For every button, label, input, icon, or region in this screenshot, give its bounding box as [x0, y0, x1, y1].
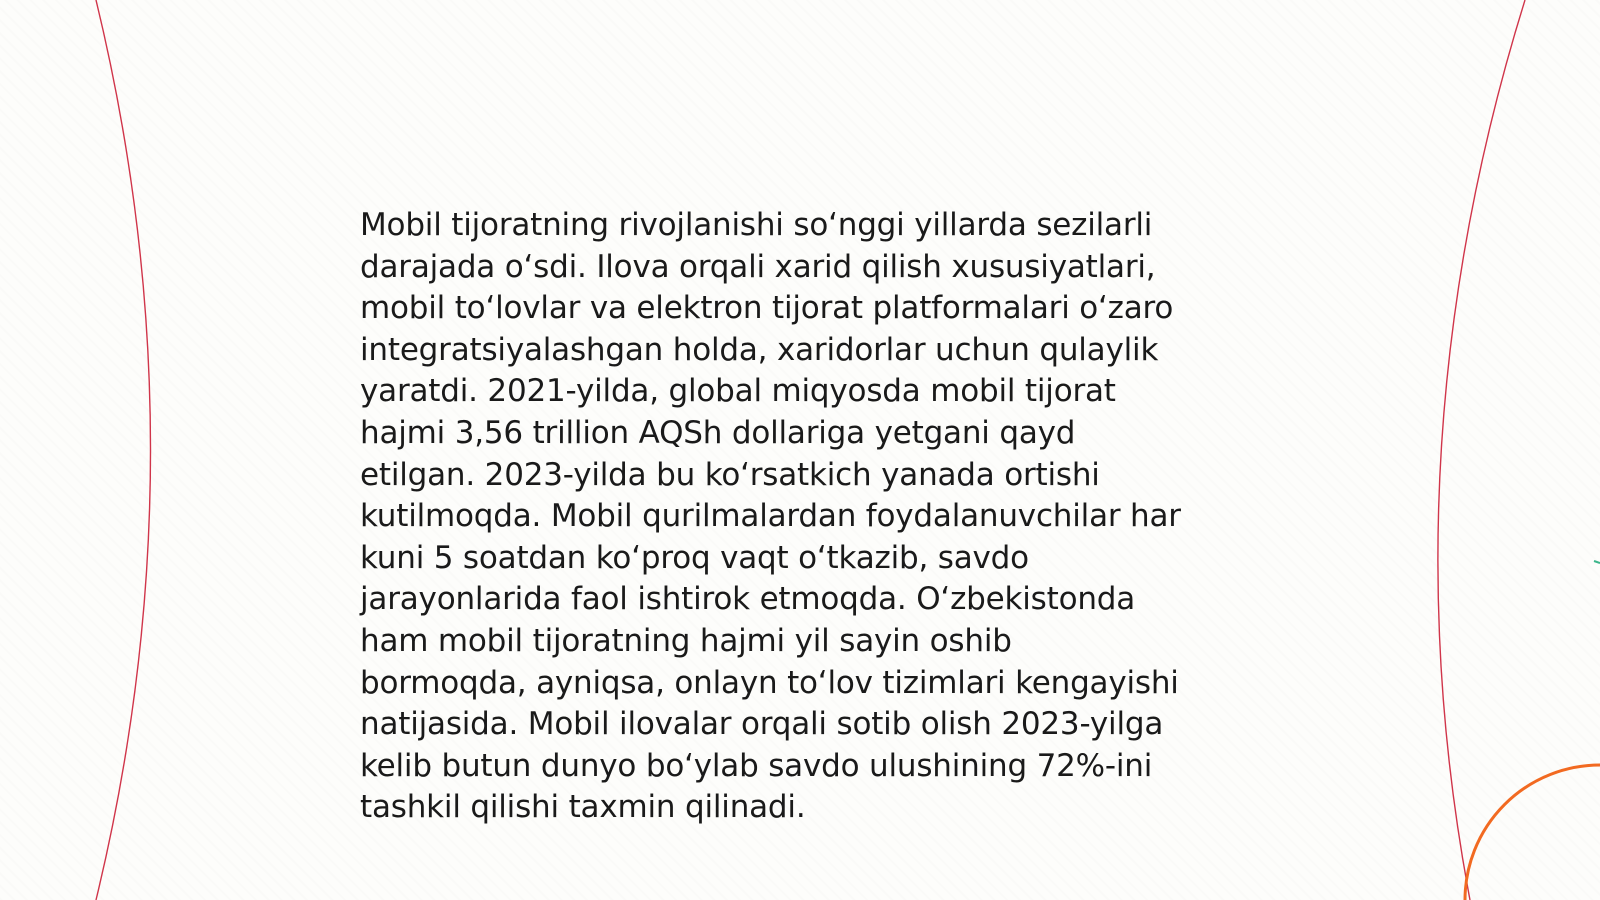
- text-line: etilgan. 2023-yilda bu ko‘rsatkich yanada ortishi: [360, 456, 1100, 493]
- teal-tick-mark: [1594, 561, 1600, 563]
- text-line: bormoqda, ayniqsa, onlayn to‘lov tizimlari kengayishi: [360, 664, 1179, 701]
- text-line: kuni 5 soatdan ko‘proq vaqt o‘tkazib, savdo: [360, 539, 1029, 576]
- text-line: kutilmoqda. Mobil qurilmalardan foydalanuvchilar har: [360, 498, 1181, 535]
- text-line: darajada o‘sdi. Ilova orqali xarid qilish xususiyatlari,: [360, 248, 1156, 285]
- text-line: tashkil qilishi taxmin qilinadi.: [360, 789, 806, 826]
- orange-arc: [1465, 765, 1600, 900]
- text-line: mobil to‘lovlar va elektron tijorat platformalari o‘zaro: [360, 290, 1174, 327]
- text-line: Mobil tijoratning rivojlanishi so‘nggi yillarda sezilarli: [360, 207, 1153, 243]
- text-line: yaratdi. 2021-yilda, global miqyosda mobil tijorat: [360, 373, 1116, 410]
- text-line: kelib butun dunyo bo‘ylab savdo ulushining 72%-ini: [360, 747, 1153, 784]
- body-paragraph: [360, 205, 1260, 829]
- text-line: hajmi 3,56 trillion AQSh dollariga yetgani qayd: [360, 414, 1076, 451]
- right-curve-line: [1438, 0, 1525, 900]
- text-line: jarayonlarida faol ishtirok etmoqda. O‘zbekistonda: [360, 581, 1136, 618]
- text-line: ham mobil tijoratning hajmi yil sayin oshib: [360, 622, 1012, 659]
- text-line: integratsiyalashgan holda, xaridorlar uchun qulaylik: [360, 331, 1159, 368]
- text-line: natijasida. Mobil ilovalar orqali sotib olish 2023-yilga: [360, 706, 1164, 743]
- left-curve-line: [96, 0, 151, 900]
